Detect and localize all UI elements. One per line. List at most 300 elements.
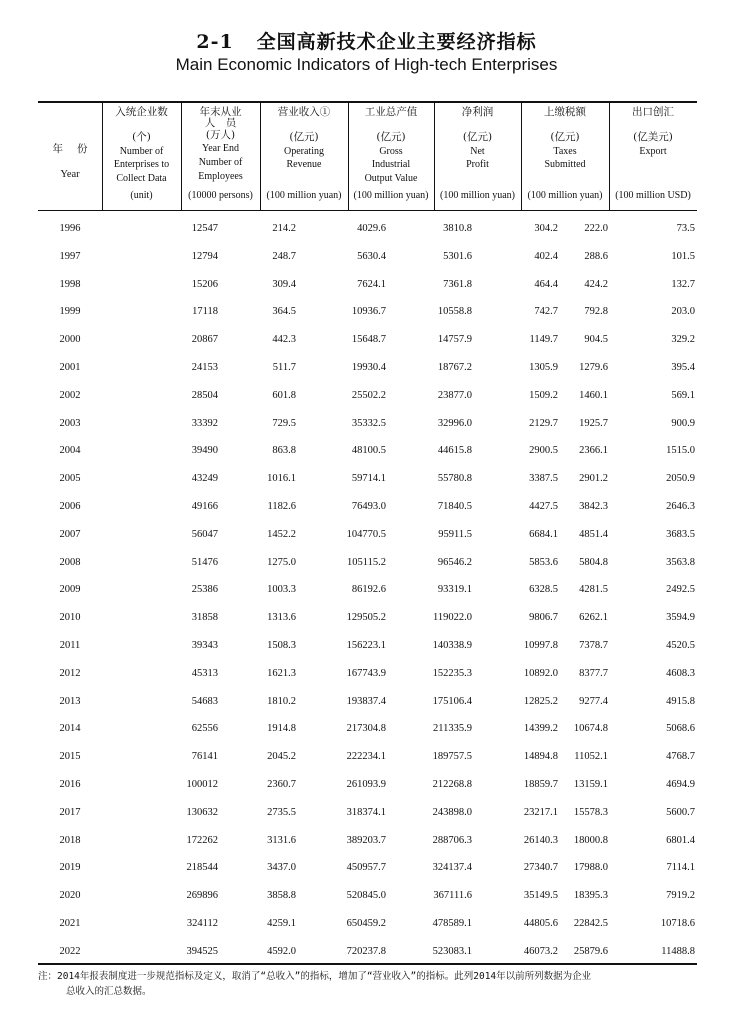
value-cell: 10892.0 xyxy=(523,667,558,679)
value-cell: 172262 xyxy=(186,834,218,846)
value-cell: 511.7 xyxy=(272,361,296,373)
year-cell: 2011 xyxy=(59,639,81,651)
header-unit-cn: (亿元) xyxy=(289,130,319,143)
year-cell: 2008 xyxy=(59,556,81,568)
year-header-cn: 年份 xyxy=(52,143,102,155)
value-cell: 15206 xyxy=(191,278,218,290)
value-cell: 129505.2 xyxy=(346,612,386,624)
footnote-line: 注：2014年报表制度进一步规范指标及定义，取消了“总收入”的指标，增加了“营业收入”的指标。此列2014年以前所列数据为企业 xyxy=(38,971,592,982)
year-cell: 2015 xyxy=(59,751,81,763)
table-row xyxy=(38,550,697,578)
value-cell: 8377.7 xyxy=(579,667,608,679)
value-cell: 1313.6 xyxy=(267,612,296,624)
year-cell: 2000 xyxy=(59,334,81,346)
value-cell: 152235.3 xyxy=(432,667,472,679)
header-en: Taxes xyxy=(553,145,577,157)
value-cell: 243898.0 xyxy=(432,806,472,818)
value-cell: 119022.0 xyxy=(433,612,472,624)
header-unit-cn: (亿元) xyxy=(376,130,406,143)
value-cell: 4520.5 xyxy=(666,639,695,651)
value-cell: 62556 xyxy=(191,723,218,735)
value-cell: 6328.5 xyxy=(529,584,558,596)
value-cell: 2492.5 xyxy=(666,584,695,596)
table-row xyxy=(38,661,697,689)
column-header-net-profit xyxy=(434,106,521,208)
value-cell: 5068.6 xyxy=(666,723,695,735)
value-cell: 28504 xyxy=(191,389,218,401)
column-header-taxes xyxy=(521,106,609,208)
value-cell: 218544 xyxy=(186,862,218,874)
header-unit-en: (100 million yuan) xyxy=(266,190,342,202)
value-cell: 304.2 xyxy=(534,223,558,234)
value-cell: 14757.9 xyxy=(437,334,472,346)
value-cell: 1305.9 xyxy=(529,361,558,373)
value-cell: 261093.9 xyxy=(346,778,386,790)
header-unit-cn: (亿元) xyxy=(550,130,580,143)
value-cell: 601.8 xyxy=(272,389,296,401)
value-cell: 389203.7 xyxy=(346,834,386,846)
value-cell: 5853.6 xyxy=(529,556,558,568)
value-cell: 19930.4 xyxy=(351,361,386,373)
value-cell: 1509.2 xyxy=(529,389,558,401)
header-cn: 年末从业 xyxy=(199,106,242,118)
value-cell: 39490 xyxy=(191,445,218,457)
year-cell: 2020 xyxy=(59,890,81,902)
value-cell: 288706.3 xyxy=(432,834,472,846)
value-cell: 395.4 xyxy=(671,361,695,373)
header-en: Revenue xyxy=(286,159,322,171)
value-cell: 39343 xyxy=(191,639,218,651)
value-cell: 132.7 xyxy=(671,278,695,290)
value-cell: 189757.5 xyxy=(432,751,472,763)
value-cell: 4768.7 xyxy=(666,751,695,763)
value-cell: 49166 xyxy=(191,500,218,512)
value-cell: 2050.9 xyxy=(666,473,695,485)
value-cell: 1810.2 xyxy=(267,695,296,707)
value-cell: 217304.8 xyxy=(346,723,386,735)
column-header-enterprises xyxy=(102,106,181,208)
year-cell: 2001 xyxy=(59,361,81,373)
value-cell: 1016.1 xyxy=(267,473,296,485)
value-cell: 9277.4 xyxy=(579,695,608,707)
value-cell: 3131.6 xyxy=(267,834,296,846)
value-cell: 6801.4 xyxy=(666,834,695,846)
value-cell: 650459.2 xyxy=(346,917,386,929)
table-row xyxy=(38,800,697,828)
value-cell: 5600.7 xyxy=(666,806,695,818)
value-cell: 11488.8 xyxy=(661,945,695,957)
value-cell: 212268.8 xyxy=(432,778,472,790)
table-title-cn-text: 全国高新技术企业主要经济指标 xyxy=(256,31,537,53)
value-cell: 101.5 xyxy=(671,250,695,262)
table-footnote xyxy=(38,969,698,999)
header-unit-en: (unit) xyxy=(130,190,153,202)
value-cell: 211335.9 xyxy=(433,723,472,735)
value-cell: 792.8 xyxy=(584,306,608,318)
table-body xyxy=(38,216,697,967)
value-cell: 442.3 xyxy=(272,334,296,346)
value-cell: 464.4 xyxy=(534,278,558,290)
year-cell: 1998 xyxy=(59,278,81,290)
value-cell: 248.7 xyxy=(272,250,296,262)
value-cell: 25502.2 xyxy=(351,389,386,401)
value-cell: 140338.9 xyxy=(432,639,472,651)
value-cell: 1925.7 xyxy=(579,417,608,429)
table-row xyxy=(38,577,697,605)
value-cell: 27340.7 xyxy=(523,862,558,874)
value-cell: 105115.2 xyxy=(347,556,386,568)
value-cell: 44615.8 xyxy=(437,445,472,457)
table-row xyxy=(38,522,697,550)
value-cell: 1508.3 xyxy=(267,639,296,651)
value-cell: 18395.3 xyxy=(573,890,608,902)
value-cell: 23877.0 xyxy=(437,389,472,401)
value-cell: 9806.7 xyxy=(529,612,558,624)
value-cell: 15648.7 xyxy=(351,334,386,346)
header-en: Year End xyxy=(201,143,240,155)
value-cell: 1275.0 xyxy=(267,556,296,568)
value-cell: 2360.7 xyxy=(267,778,296,790)
value-cell: 2366.1 xyxy=(579,445,608,457)
value-cell: 46073.2 xyxy=(523,945,558,957)
value-cell: 10936.7 xyxy=(351,306,386,318)
value-cell: 44805.6 xyxy=(523,917,558,929)
value-cell: 22842.5 xyxy=(573,917,608,929)
value-cell: 863.8 xyxy=(272,445,296,457)
header-en: Employees xyxy=(198,170,243,182)
column-header-revenue xyxy=(260,106,348,208)
value-cell: 14894.8 xyxy=(523,751,558,763)
value-cell: 269896 xyxy=(186,890,218,902)
table-row xyxy=(38,633,697,661)
table-row xyxy=(38,744,697,772)
value-cell: 12794 xyxy=(191,250,218,262)
table-header-rule xyxy=(38,210,697,211)
value-cell: 7919.2 xyxy=(666,890,695,902)
header-unit-en: (100 million yuan) xyxy=(440,190,515,202)
value-cell: 203.0 xyxy=(671,306,695,318)
table-row xyxy=(38,494,697,522)
header-en: Output Value xyxy=(364,173,418,185)
value-cell: 193837.4 xyxy=(346,695,386,707)
value-cell: 4029.6 xyxy=(357,223,386,234)
table-row xyxy=(38,605,697,633)
value-cell: 86192.6 xyxy=(351,584,386,596)
table-row xyxy=(38,355,697,383)
value-cell: 76493.0 xyxy=(351,500,386,512)
value-cell: 33392 xyxy=(191,417,218,429)
value-cell: 71840.5 xyxy=(437,500,472,512)
value-cell: 3810.8 xyxy=(443,223,472,234)
value-cell: 1182.6 xyxy=(267,500,296,512)
value-cell: 104770.5 xyxy=(346,528,386,540)
value-cell: 3563.8 xyxy=(666,556,695,568)
year-cell: 2002 xyxy=(59,389,81,401)
value-cell: 904.5 xyxy=(584,334,608,346)
header-unit-cn: (亿元) xyxy=(462,130,493,143)
value-cell: 3594.9 xyxy=(666,612,695,624)
value-cell: 367111.6 xyxy=(433,890,472,902)
value-cell: 76141 xyxy=(191,751,218,763)
value-cell: 59714.1 xyxy=(351,473,386,485)
value-cell: 11052.1 xyxy=(574,751,608,763)
value-cell: 156223.1 xyxy=(346,639,386,651)
value-cell: 32996.0 xyxy=(437,417,472,429)
value-cell: 1003.3 xyxy=(267,584,296,596)
value-cell: 324112 xyxy=(186,917,218,929)
value-cell: 48100.5 xyxy=(351,445,386,457)
value-cell: 288.6 xyxy=(584,250,608,262)
header-unit-en: (10000 persons) xyxy=(188,190,253,202)
header-en: Export xyxy=(639,145,667,157)
header-cn: 营业收入① xyxy=(277,106,331,118)
value-cell: 10674.8 xyxy=(573,723,608,735)
value-cell: 5630.4 xyxy=(357,250,386,262)
value-cell: 2129.7 xyxy=(529,417,558,429)
value-cell: 25879.6 xyxy=(573,945,608,957)
value-cell: 1621.3 xyxy=(267,667,296,679)
header-cn: 入统企业数 xyxy=(115,106,168,118)
header-cn: 净利润 xyxy=(461,106,494,118)
value-cell: 478589.1 xyxy=(432,917,472,929)
value-cell: 18859.7 xyxy=(523,778,558,790)
year-cell: 2014 xyxy=(59,723,81,735)
value-cell: 10558.8 xyxy=(437,306,472,318)
value-cell: 23217.1 xyxy=(523,806,558,818)
value-cell: 329.2 xyxy=(671,334,695,346)
value-cell: 4427.5 xyxy=(529,500,558,512)
footnote-line: 总收入的汇总数据。 xyxy=(66,986,152,997)
value-cell: 45313 xyxy=(191,667,218,679)
table-row xyxy=(38,855,697,883)
header-unit-en: (100 million yuan) xyxy=(353,190,429,202)
value-cell: 729.5 xyxy=(272,417,296,429)
year-cell: 2006 xyxy=(59,500,81,512)
column-header-output-value xyxy=(348,106,434,208)
header-en: Gross xyxy=(379,145,403,157)
value-cell: 7361.8 xyxy=(443,278,472,290)
header-cn: 人 员 xyxy=(204,116,237,129)
value-cell: 222.0 xyxy=(584,223,608,234)
value-cell: 2045.2 xyxy=(267,751,296,763)
header-en: Enterprises to xyxy=(113,159,170,171)
value-cell: 26140.3 xyxy=(523,834,558,846)
value-cell: 167743.9 xyxy=(346,667,386,679)
value-cell: 10718.6 xyxy=(660,917,695,929)
value-cell: 364.5 xyxy=(272,306,296,318)
value-cell: 35149.5 xyxy=(523,890,558,902)
value-cell: 5301.6 xyxy=(443,250,472,262)
year-cell: 1997 xyxy=(59,250,81,262)
header-cn: 工业总产值 xyxy=(364,106,418,118)
value-cell: 100012 xyxy=(186,778,218,790)
year-cell: 2012 xyxy=(59,667,81,679)
year-cell: 2016 xyxy=(59,778,81,790)
value-cell: 20867 xyxy=(191,334,218,346)
value-cell: 17988.0 xyxy=(573,862,608,874)
table-number: 2-1 xyxy=(196,31,234,53)
value-cell: 3858.8 xyxy=(267,890,296,902)
value-cell: 1452.2 xyxy=(267,528,296,540)
table-row xyxy=(38,466,697,494)
value-cell: 1515.0 xyxy=(666,445,695,457)
value-cell: 96546.2 xyxy=(437,556,472,568)
value-cell: 318374.1 xyxy=(346,806,386,818)
year-cell: 2018 xyxy=(59,834,81,846)
value-cell: 93319.1 xyxy=(437,584,472,596)
header-unit-cn: (万人) xyxy=(205,128,236,141)
value-cell: 3387.5 xyxy=(529,473,558,485)
year-cell: 1999 xyxy=(59,306,81,318)
value-cell: 4281.5 xyxy=(579,584,608,596)
year-cell: 2007 xyxy=(59,528,81,540)
year-cell: 2022 xyxy=(59,945,81,957)
value-cell: 1279.6 xyxy=(579,361,608,373)
value-cell: 1149.7 xyxy=(529,334,558,346)
value-cell: 742.7 xyxy=(534,306,558,318)
value-cell: 309.4 xyxy=(272,278,296,290)
column-header-employees xyxy=(181,106,260,208)
value-cell: 12825.2 xyxy=(523,695,558,707)
value-cell: 73.5 xyxy=(676,223,695,234)
value-cell: 4608.3 xyxy=(666,667,695,679)
header-en: Operating xyxy=(284,145,324,157)
table-row xyxy=(38,716,697,744)
table-row xyxy=(38,883,697,911)
header-en: Net xyxy=(470,145,485,157)
value-cell: 2646.3 xyxy=(666,500,695,512)
value-cell: 55780.8 xyxy=(437,473,472,485)
value-cell: 175106.4 xyxy=(432,695,472,707)
value-cell: 51476 xyxy=(191,556,218,568)
column-header-export xyxy=(609,106,697,208)
value-cell: 7114.1 xyxy=(666,862,695,874)
value-cell: 18000.8 xyxy=(573,834,608,846)
year-cell: 2009 xyxy=(59,584,81,596)
value-cell: 222234.1 xyxy=(346,751,386,763)
value-cell: 4694.9 xyxy=(666,778,695,790)
value-cell: 17118 xyxy=(192,306,218,318)
value-cell: 14399.2 xyxy=(523,723,558,735)
table-row xyxy=(38,383,697,411)
value-cell: 1460.1 xyxy=(579,389,608,401)
table-row xyxy=(38,216,697,244)
table-top-rule xyxy=(38,101,697,103)
value-cell: 6262.1 xyxy=(579,612,608,624)
year-cell: 2019 xyxy=(59,862,81,874)
value-cell: 2901.2 xyxy=(579,473,608,485)
table-row xyxy=(38,772,697,800)
header-en: Collect Data xyxy=(116,173,167,185)
value-cell: 520845.0 xyxy=(346,890,386,902)
table-row xyxy=(38,411,697,439)
header-cn: 出口创汇 xyxy=(632,106,674,118)
value-cell: 7624.1 xyxy=(357,278,386,290)
value-cell: 24153 xyxy=(191,361,218,373)
value-cell: 31858 xyxy=(191,612,218,624)
year-cell: 1996 xyxy=(59,223,81,234)
value-cell: 2900.5 xyxy=(529,445,558,457)
value-cell: 4259.1 xyxy=(267,917,296,929)
year-cell: 2010 xyxy=(59,612,81,624)
value-cell: 394525 xyxy=(186,945,218,957)
table-title-cn xyxy=(0,27,733,54)
value-cell: 569.1 xyxy=(671,389,695,401)
value-cell: 424.2 xyxy=(584,278,608,290)
value-cell: 13159.1 xyxy=(573,778,608,790)
value-cell: 4851.4 xyxy=(579,528,608,540)
value-cell: 18767.2 xyxy=(437,361,472,373)
value-cell: 4915.8 xyxy=(666,695,695,707)
value-cell: 3683.5 xyxy=(666,528,695,540)
value-cell: 450957.7 xyxy=(346,862,386,874)
value-cell: 4592.0 xyxy=(267,945,296,957)
year-cell: 2013 xyxy=(59,695,81,707)
year-header-en: Year xyxy=(60,169,80,180)
value-cell: 5804.8 xyxy=(579,556,608,568)
year-cell: 2003 xyxy=(59,417,81,429)
table-row xyxy=(38,939,697,967)
value-cell: 2735.5 xyxy=(267,806,296,818)
value-cell: 95911.5 xyxy=(438,528,472,540)
value-cell: 7378.7 xyxy=(579,639,608,651)
value-cell: 214.2 xyxy=(272,223,296,234)
value-cell: 720237.8 xyxy=(346,945,386,957)
value-cell: 15578.3 xyxy=(573,806,608,818)
header-unit-en: (100 million USD) xyxy=(615,190,691,202)
header-en: Number of xyxy=(198,157,243,169)
value-cell: 1914.8 xyxy=(267,723,296,735)
value-cell: 3842.3 xyxy=(579,500,608,512)
value-cell: 523083.1 xyxy=(432,945,472,957)
header-en: Number of xyxy=(119,145,164,157)
value-cell: 3437.0 xyxy=(267,862,296,874)
year-cell: 2004 xyxy=(59,445,81,457)
value-cell: 56047 xyxy=(191,528,218,540)
header-en: Profit xyxy=(466,159,489,171)
header-en: Submitted xyxy=(544,159,586,171)
table-row xyxy=(38,244,697,272)
year-cell: 2005 xyxy=(59,473,81,485)
table-row xyxy=(38,438,697,466)
year-column-header xyxy=(38,136,102,188)
value-cell: 10997.8 xyxy=(523,639,558,651)
table-row xyxy=(38,299,697,327)
value-cell: 43249 xyxy=(191,473,218,485)
table-title-en: Main Economic Indicators of High-tech Enterprises xyxy=(175,55,558,74)
value-cell: 324137.4 xyxy=(432,862,472,874)
table-row xyxy=(38,272,697,300)
value-cell: 35332.5 xyxy=(351,417,386,429)
header-en: Industrial xyxy=(371,159,411,171)
table-row xyxy=(38,911,697,939)
year-cell: 2017 xyxy=(59,806,81,818)
value-cell: 25386 xyxy=(191,584,218,596)
value-cell: 6684.1 xyxy=(529,528,558,540)
header-cn: 上缴税额 xyxy=(544,106,586,118)
value-cell: 130632 xyxy=(186,806,218,818)
value-cell: 900.9 xyxy=(671,417,695,429)
value-cell: 402.4 xyxy=(534,250,558,262)
table-row xyxy=(38,689,697,717)
header-unit-en: (100 million yuan) xyxy=(527,190,603,202)
value-cell: 12547 xyxy=(191,223,218,234)
table-row xyxy=(38,327,697,355)
year-cell: 2021 xyxy=(59,917,81,929)
table-row xyxy=(38,828,697,856)
value-cell: 54683 xyxy=(191,695,218,707)
header-unit-cn: (亿美元) xyxy=(633,130,673,143)
